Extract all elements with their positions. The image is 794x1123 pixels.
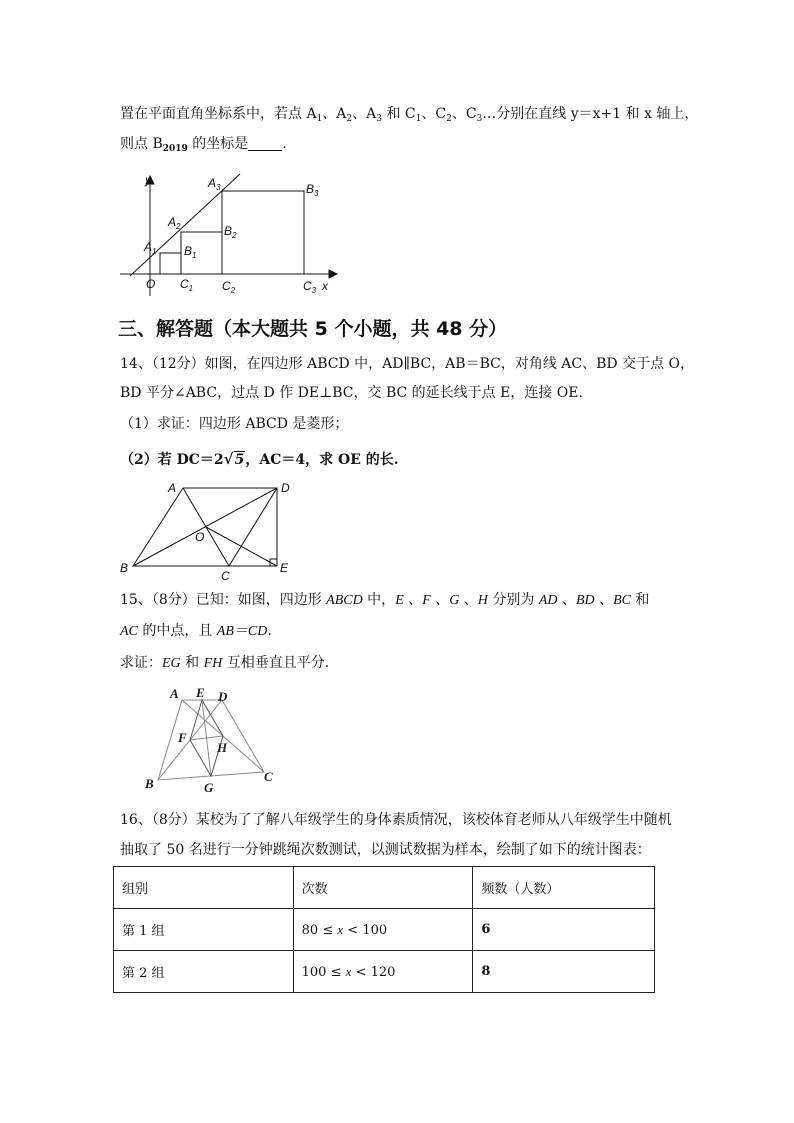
figure-quadrilateral-midpoints: [140, 684, 280, 796]
point-b1-label: $B_1$: [184, 244, 197, 260]
cell-group: 第 1 组: [114, 909, 294, 951]
label-b: B: [120, 561, 129, 575]
cell-range: 100 ≤ x < 120: [293, 951, 473, 993]
q14-part2: （2）若 DC＝2√ 5，AC＝4，求 OE 的长.: [120, 450, 399, 470]
x-axis-label: x: [322, 279, 328, 293]
label-o: O: [195, 530, 205, 544]
table-header-row: [114, 867, 655, 909]
answer-blank: [248, 136, 282, 151]
header-frequency: 频数（人数）: [473, 867, 655, 909]
label-d: D: [218, 689, 228, 704]
x-axis-arrow: [329, 270, 337, 278]
q13-line2: 则点 $B_{2019}$ 的坐标是 .: [120, 136, 287, 154]
quadrilateral-abcd: [158, 700, 264, 780]
label-h: H: [217, 740, 228, 755]
section-three-heading: 三、解答题（本大题共 5 个小题，共 48 分）: [118, 318, 508, 340]
q14-line2: BD 平分∠ABC，过点 D 作 DE⊥BC，交 BC 的延长线于点 E，连接 OE.: [120, 385, 583, 401]
table-row: [114, 951, 655, 993]
segment-oe: [206, 527, 277, 566]
point-a3-label: $A_3$: [208, 176, 221, 192]
q15-line3: 求证：EG 和 FH 互相垂直且平分.: [120, 655, 330, 671]
cell-frequency: 6: [473, 909, 655, 951]
origin-label: O: [146, 277, 156, 291]
label-e: E: [280, 561, 289, 575]
point-c2-label: $C_2$: [222, 279, 236, 295]
label-d: D: [281, 481, 290, 495]
table-row: [114, 909, 655, 951]
q16-line2: 抽取了 50 名进行一分钟跳绳次数测试，以测试数据为样本，绘制了如下的统计图表：: [120, 842, 651, 858]
frequency-table: [113, 866, 655, 993]
y-axis-label: y: [145, 173, 151, 187]
cell-frequency: 8: [473, 951, 655, 993]
label-g: G: [204, 780, 214, 795]
label-a: A: [168, 481, 177, 495]
q15-line2: AC 的中点，且 AB＝CD.: [120, 623, 272, 639]
point-b3-label: $B_3$: [306, 182, 319, 198]
header-group: 组别: [114, 867, 294, 909]
q14-part1: （1）求证：四边形 ABCD 是菱形；: [120, 416, 349, 432]
cell-range: 80 ≤ x < 100: [293, 909, 473, 951]
q13-line1: 置在平面直角坐标系中，若点 $A_1$、$A_2$、$A_3$ 和 $C_1$、$C_2$、$C_3\dots$分别在直线 y＝x+1 和 x 轴上，: [120, 106, 699, 124]
figure-rhombus: [115, 478, 300, 584]
point-c1-label: $C_1$: [180, 277, 194, 293]
point-a2-label: $A_2$: [168, 215, 181, 231]
point-a1-label: $A_1$: [144, 240, 157, 256]
q15-line1: 15、（8分）已知：如图，四边形 ABCD 中，E 、F 、G 、H 分别为 AD 、BD 、BC 和: [120, 592, 650, 608]
cell-group: 第 2 组: [114, 951, 294, 993]
figure-squares-on-line: [115, 168, 350, 298]
label-c: C: [264, 769, 273, 784]
label-b: B: [145, 776, 154, 791]
header-count: 次数: [293, 867, 473, 909]
point-b2-label: $B_2$: [224, 224, 237, 240]
label-a: A: [170, 686, 179, 701]
square-1: [160, 253, 181, 274]
q14-line1: 14、（12分）如图，在四边形 ABCD 中，AD∥BC，AB＝BC，对角线 AC、BD 交于点 O，: [120, 356, 695, 372]
sqrt-symbol: √ 5: [224, 450, 246, 470]
point-c3-label: $C_3$: [303, 279, 317, 295]
label-c: C: [221, 569, 230, 583]
label-e: E: [196, 685, 205, 700]
label-f: F: [178, 730, 187, 745]
q16-line1: 16、（8分）某校为了了解八年级学生的身体素质情况，该校体育老师从八年级学生中随机: [120, 812, 672, 828]
